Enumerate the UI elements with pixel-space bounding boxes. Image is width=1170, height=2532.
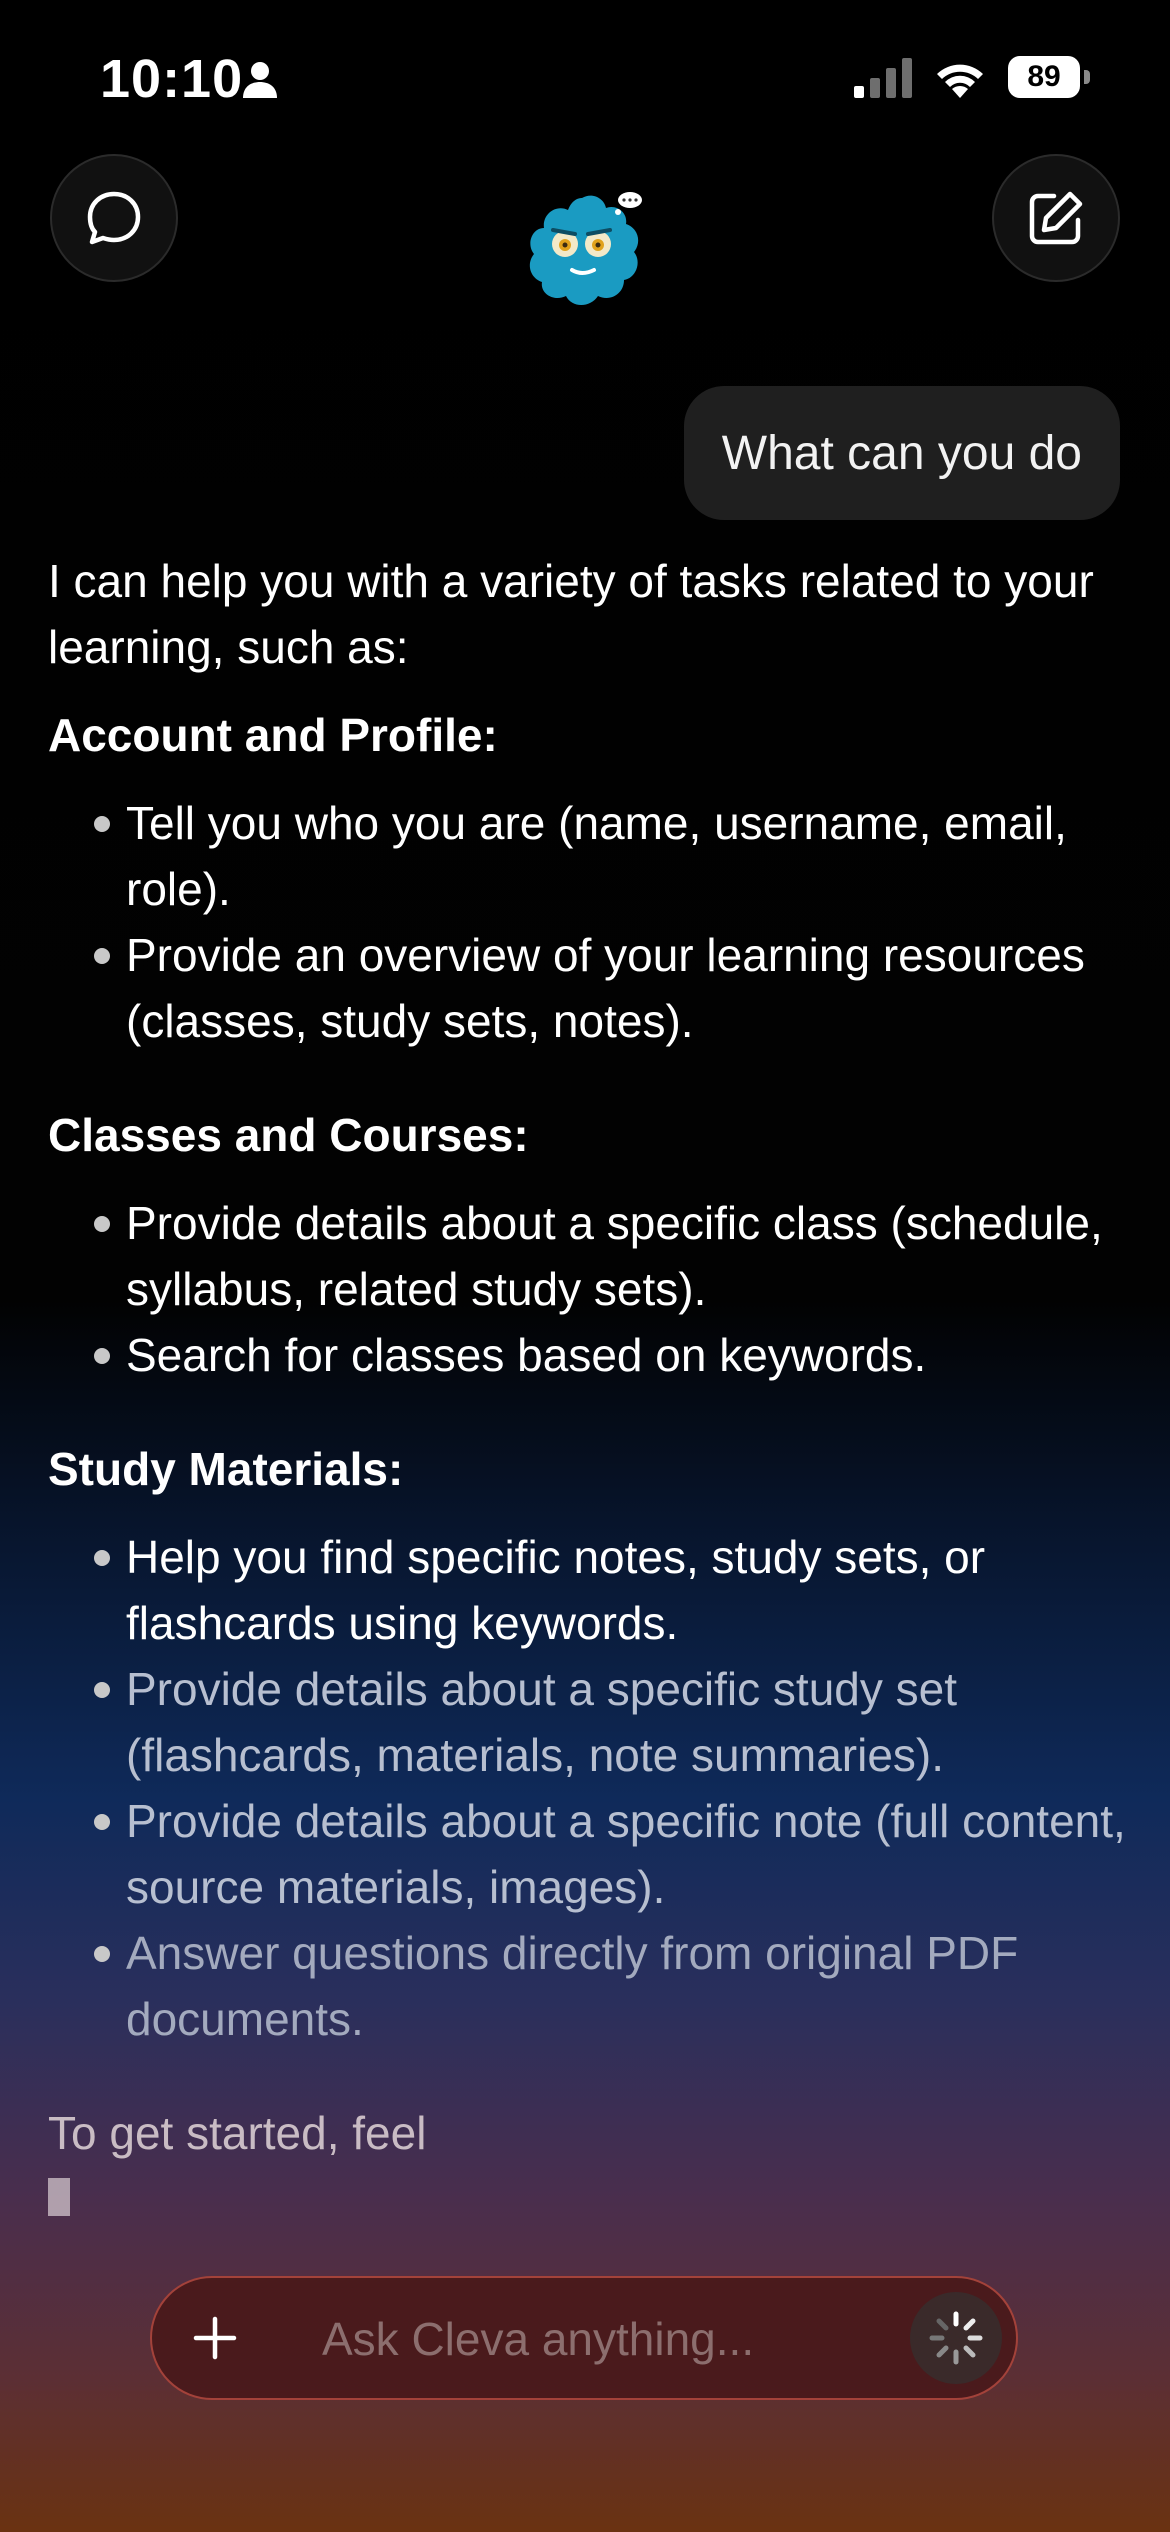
status-bar	[0, 0, 1170, 150]
battery-level: 89	[1008, 56, 1080, 98]
list-item: Tell you who you are (name, username, email, role).	[48, 790, 1128, 922]
streaming-text: To get started, feel	[48, 2107, 427, 2159]
list-item: Provide details about a specific class (schedule, syllabus, related study sets).	[48, 1190, 1128, 1322]
section-list-account	[48, 790, 1128, 1054]
list-item: Provide details about a specific note (full content, source materials, images).	[48, 1788, 1128, 1920]
list-item: Provide details about a specific study set (flashcards, materials, note summaries).	[48, 1656, 1128, 1788]
list-item: Provide an overview of your learning resources (classes, study sets, notes).	[48, 922, 1128, 1054]
status-time: 10:10	[100, 49, 244, 109]
cleva-mascot-icon	[520, 186, 650, 316]
list-item: Search for classes based on keywords.	[48, 1322, 1128, 1388]
assistant-response	[48, 548, 1128, 2216]
person-icon	[240, 60, 280, 100]
chat-bubble-icon	[82, 186, 146, 250]
chat-history-button[interactable]	[50, 154, 178, 282]
message-composer	[150, 2276, 1018, 2400]
message-input[interactable]	[320, 2300, 844, 2378]
battery-icon	[1008, 56, 1092, 100]
section-heading-account: Account and Profile:	[48, 709, 498, 761]
section-heading-classes: Classes and Courses:	[48, 1109, 529, 1161]
compose-icon	[1024, 186, 1088, 250]
response-intro: I can help you with a variety of tasks related to your learning, such as:	[48, 555, 1094, 673]
section-list-study-materials	[48, 1524, 1128, 2052]
user-message-text: What can you do	[721, 426, 1082, 480]
list-item: Help you find specific notes, study sets, or flashcards using keywords.	[48, 1524, 1128, 1656]
send-button[interactable]	[910, 2292, 1002, 2384]
wifi-icon	[932, 56, 988, 100]
section-heading-study-materials: Study Materials:	[48, 1443, 404, 1495]
signal-icon	[852, 58, 916, 98]
plus-icon[interactable]	[192, 2315, 238, 2361]
user-message-bubble	[684, 386, 1120, 520]
loading-spinner-icon	[926, 2308, 986, 2368]
section-list-classes	[48, 1190, 1128, 1388]
list-item: Answer questions directly from original PDF documents.	[48, 1920, 1128, 2052]
typing-cursor	[48, 2178, 70, 2216]
new-chat-button[interactable]	[992, 154, 1120, 282]
